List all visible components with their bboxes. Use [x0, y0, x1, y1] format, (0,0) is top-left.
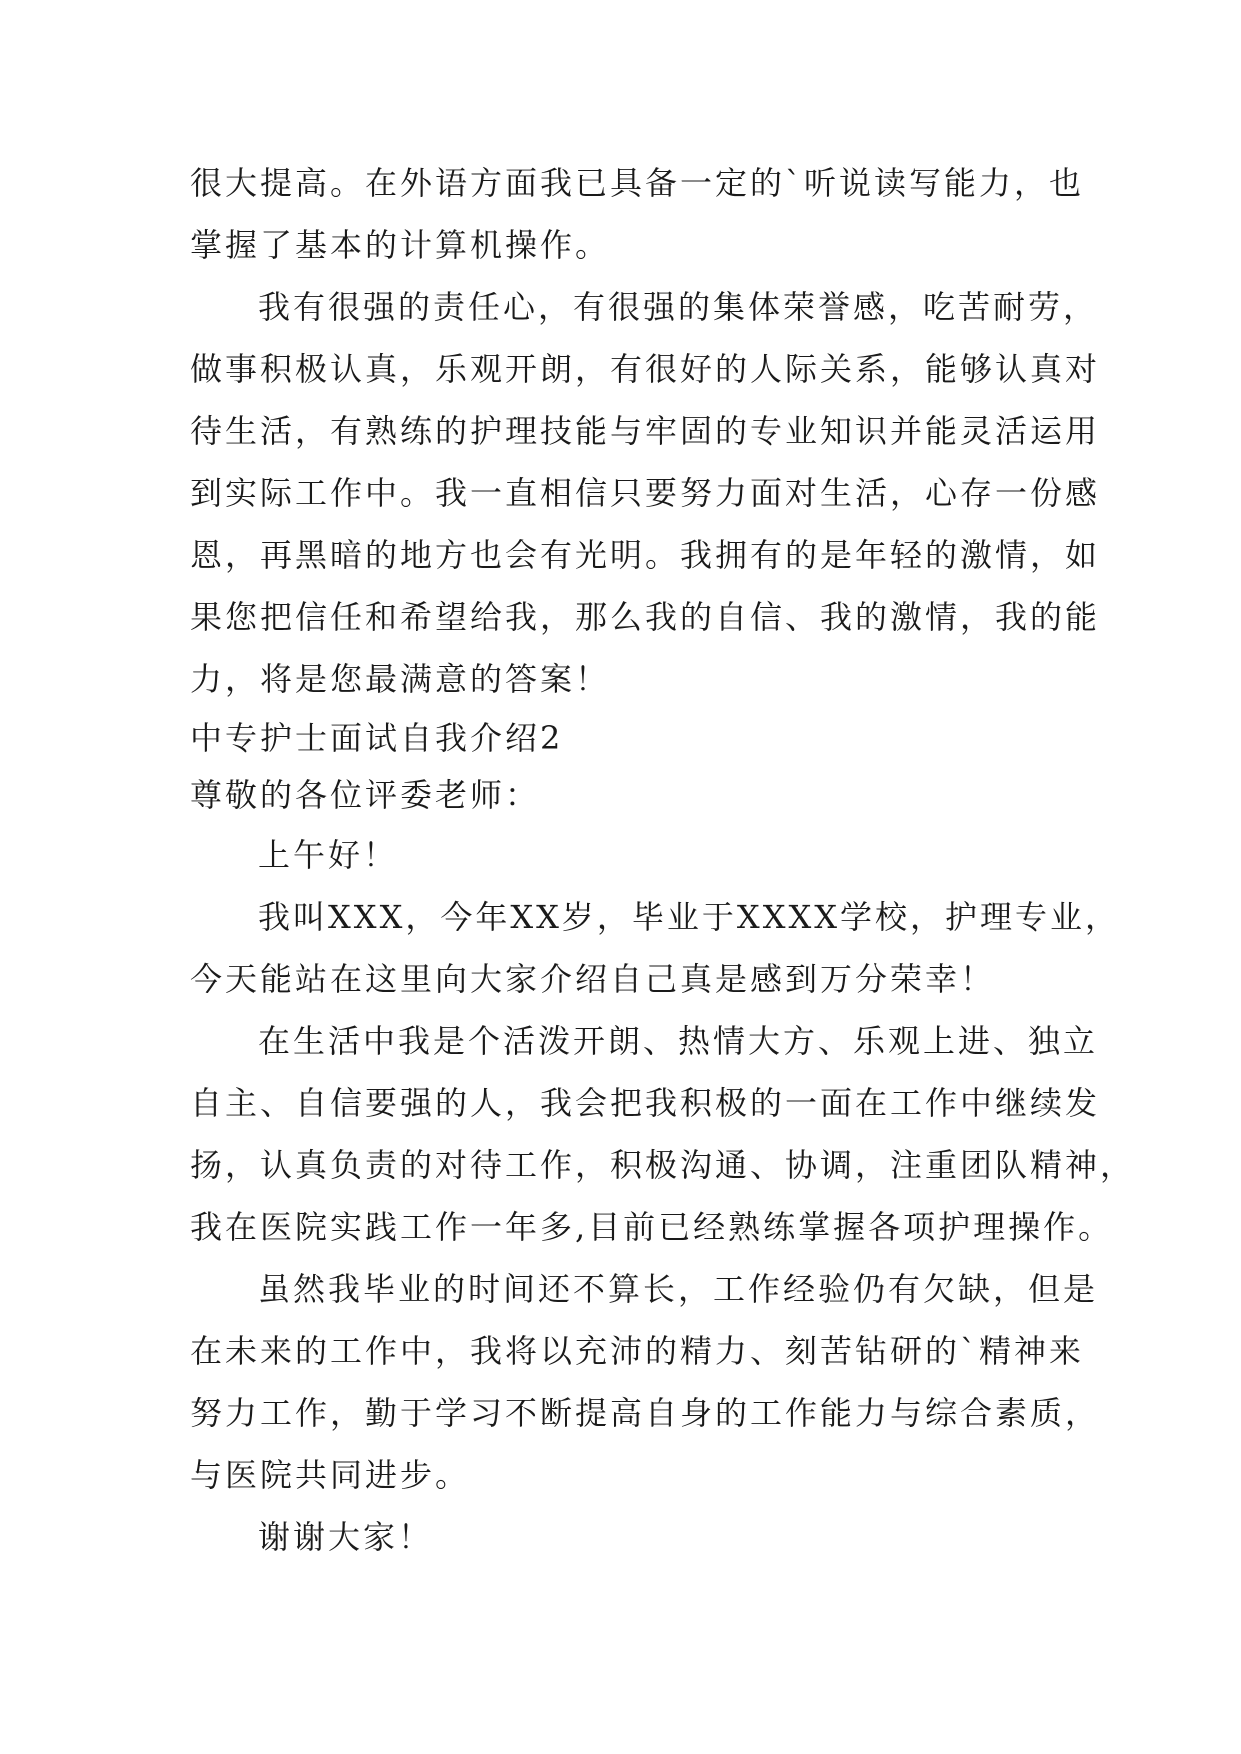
- text-line: 谢谢大家！: [258, 1518, 434, 1556]
- text-line: 自主、自信要强的人，我会把我积极的一面在工作中继续发: [190, 1084, 1101, 1122]
- text-line: 到实际工作中。我一直相信只要努力面对生活，心存一份感: [190, 474, 1101, 512]
- paragraph-self-description: [190, 276, 1101, 710]
- text-line: 很大提高。在外语方面我已具备一定的`听说读写能力，也: [190, 164, 1085, 202]
- text-line: 我在医院实践工作一年多,目前已经熟练掌握各项护理操作。: [190, 1208, 1114, 1246]
- text-line: 掌握了基本的计算机操作。: [190, 226, 611, 264]
- salutation: 尊敬的各位评委老师：: [190, 776, 541, 814]
- text-line: 力，将是您最满意的答案！: [190, 660, 611, 698]
- text-line: 果您把信任和希望给我，那么我的自信、我的激情，我的能: [190, 598, 1101, 636]
- paragraph-commitment: [190, 1258, 1101, 1506]
- text-line: 做事积极认真，乐观开朗，有很好的人际关系，能够认真对: [190, 350, 1101, 388]
- text-line: 恩，再黑暗的地方也会有光明。我拥有的是年轻的激情，如: [190, 536, 1101, 574]
- text-line: 虽然我毕业的时间还不算长，工作经验仍有欠缺，但是: [258, 1270, 1099, 1308]
- paragraph-personality: [190, 1010, 1136, 1258]
- paragraph-introduction: [190, 886, 1121, 1010]
- paragraph-continuation: [190, 152, 1085, 276]
- paragraph-greeting: [190, 824, 1050, 886]
- text-line: 待生活，有熟练的护理技能与牢固的专业知识并能灵活运用: [190, 412, 1101, 450]
- text-line: 努力工作，勤于学习不断提高自身的工作能力与综合素质，: [190, 1394, 1101, 1432]
- text-line: 在未来的工作中，我将以充沛的精力、刻苦钻研的`精神来: [190, 1332, 1085, 1370]
- text-line: 扬，认真负责的对待工作，积极沟通、协调，注重团队精神，: [190, 1146, 1136, 1184]
- text-line: 我有很强的责任心，有很强的集体荣誉感，吃苦耐劳，: [258, 288, 1099, 326]
- text-line: 与医院共同进步。: [190, 1456, 471, 1494]
- section-title: 中专护士面试自我介绍2: [190, 719, 564, 757]
- text-line: 我叫XXX，今年XX岁，毕业于XXXX学校，护理专业，: [258, 898, 1121, 936]
- text-line: 在生活中我是个活泼开朗、热情大方、乐观上进、独立: [258, 1022, 1099, 1060]
- paragraph-closing: [190, 1506, 1050, 1568]
- text-line: 今天能站在这里向大家介绍自己真是感到万分荣幸！: [190, 960, 996, 998]
- text-line: 上午好！: [258, 836, 399, 874]
